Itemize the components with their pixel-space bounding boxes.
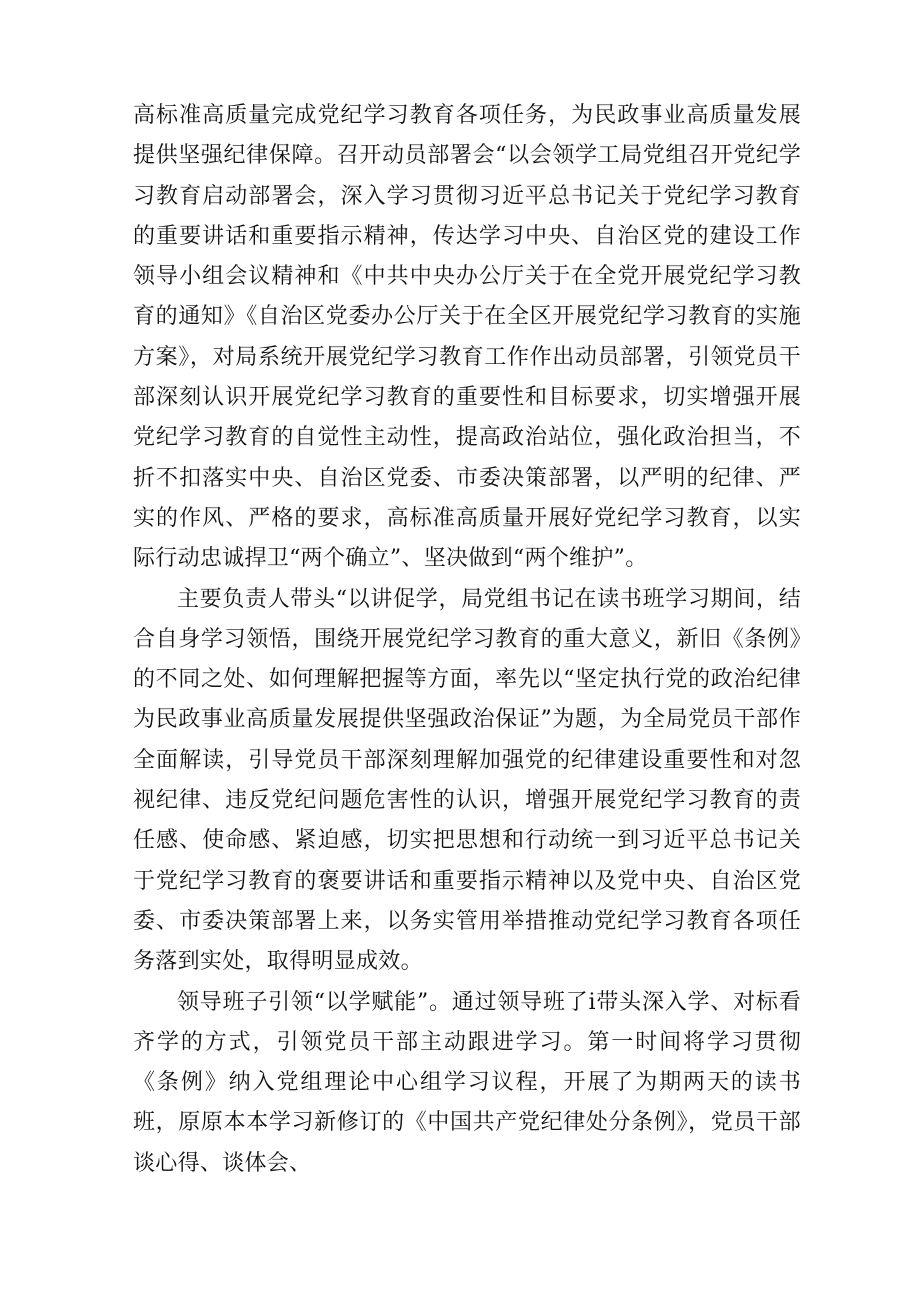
paragraph-1: 高标准高质量完成党纪学习教育各项任务，为民政事业高质量发展提供坚强纪律保障。召开动员部署会“以会领学工局党组召开党纪学习教育启动部署会，深入学习贯彻习近平总书记关于党纪学习教育的重要讲话和重要指示精神，传达学习中央、自治区党的建设工作领导小组会议精神和《中共中央办公厅关于在全党开展党纪学习教育的通知》《自治区党委办公厅关于在全区开展党纪学习教育的实施方案》，对局系统开展党纪学习教育工作作出动员部署，引领党员干部深刻认识开展党纪学习教育的重要性和目标要求，切实增强开展党纪学习教育的自觉性主动性，提高政治站位，强化政治担当，不折不扣落实中央、自治区党委、市委决策部署，以严明的纪律、严实的作风、严格的要求，高标准高质量开展好党纪学习教育，以实际行动忠诚捍卫“两个确立”、坚决做到“两个维护”。 — [133, 103, 801, 572]
document-body — [133, 96, 801, 1184]
paragraph-3: 领导班子引领“以学赋能”。通过领导班了i带头深入学、对标看齐学的方式，引领党员干部主动跟进学习。第一时间将学习贯彻《条例》纳入党组理论中心组学习议程，开展了为期两天的读书班，原原本本学习新修订的《中国共产党纪律处分条例》，党员干部谈心得、谈体会、 — [133, 989, 801, 1176]
paragraph-2: 主要负责人带头“以讲促学，局党组书记在读书班学习期间，结合自身学习领悟，围绕开展党纪学习教育的重大意义，新旧《条例》的不同之处、如何理解把握等方面，率先以“坚定执行党的政治纪律为民政事业高质量发展提供坚强政治保证”为题，为全局党员干部作全面解读，引导党员干部深刻理解加强党的纪律建设重要性和对忽视纪律、违反党纪问题危害性的认识，增强开展党纪学习教育的责任感、使命感、紧迫感，切实把思想和行动统一到习近平总书记关于党纪学习教育的褒要讲话和重要指示精神以及党中央、自治区党委、市委决策部署上来，以务实管用举措推动党纪学习教育各项任务落到实处，取得明显成效。 — [133, 586, 801, 975]
